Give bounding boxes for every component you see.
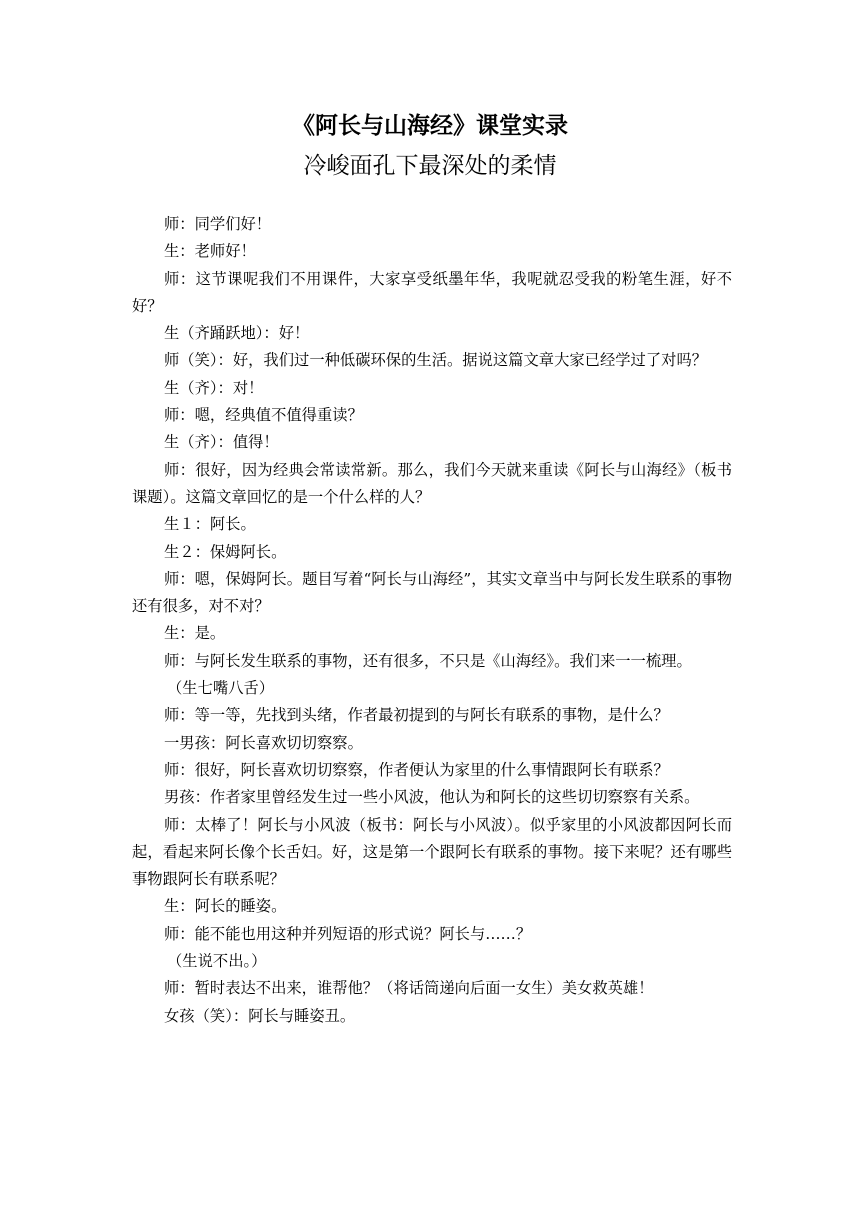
stage-direction: （生说不出。） [167, 952, 267, 971]
paragraph: 生：是。 [164, 624, 226, 643]
paragraph: 师：太棒了！阿长与小风波（板书：阿长与小风波）。似乎家里的小风波都因阿长而起，看起来阿长像个长舌妇。好，这是第一个跟阿长有联系的事物。接下来呢？还有哪些事物跟阿长有联系呢？ [132, 815, 732, 889]
paragraph: 男孩：作者家里曾经发生过一些小风波，他认为和阿长的这些切切察察有关系。 [164, 788, 700, 807]
paragraph: 生（齐）：对！ [164, 378, 264, 397]
document-body [132, 211, 732, 1030]
paragraph: 师：嗯，经典值不值得重读？ [164, 406, 363, 425]
paragraph: 生（齐踊跃地）：好！ [164, 324, 310, 343]
paragraph: 女孩（笑）：阿长与睡姿丑。 [164, 1006, 356, 1025]
paragraph: 师（笑）：好，我们过一种低碳环保的生活。据说这篇文章大家已经学过了对吗？ [164, 351, 708, 370]
paragraph: 生：阿长的睡姿。 [164, 897, 287, 916]
document-title: 《阿长与山海经》课堂实录 [292, 113, 568, 139]
paragraph: 生２：保姆阿长。 [164, 542, 287, 561]
paragraph: 师：等一等，先找到头绪，作者最初提到的与阿长有联系的事物，是什么？ [164, 706, 669, 725]
paragraph: 师：暂时表达不出来，谁帮他？（将话筒递向后面一女生）美女救英雄！ [164, 979, 654, 998]
paragraph: 师：很好，因为经典会常读常新。那么，我们今天就来重读《阿长与山海经》（板书课题）。这篇文章回忆的是一个什么样的人？ [132, 460, 732, 506]
paragraph: 生１：阿长。 [164, 515, 256, 534]
paragraph: 师：这节课呢我们不用课件，大家享受纸墨年华，我呢就忍受我的粉笔生涯，好不好？ [132, 269, 732, 315]
paragraph: 生：老师好！ [164, 242, 256, 261]
paragraph: 师：嗯，保姆阿长。题目写着“阿长与山海经”，其实文章当中与阿长发生联系的事物还有很多，对不对？ [132, 569, 732, 616]
paragraph: 一男孩：阿长喜欢切切察察。 [164, 733, 363, 752]
paragraph: 生（齐）：值得！ [164, 433, 279, 452]
paragraph: 师：与阿长发生联系的事物，还有很多，不只是《山海经》。我们来一一梳理。 [164, 651, 692, 670]
paragraph: 师：同学们好！ [164, 215, 272, 233]
document-subtitle: 冷峻面孔下最深处的柔情 [303, 153, 557, 179]
paragraph: 师：很好，阿长喜欢切切察察，作者便认为家里的什么事情跟阿长有联系？ [164, 760, 669, 779]
paragraph: 师：能不能也用这种并列短语的形式说？阿长与……？ [164, 924, 532, 943]
stage-direction: （生七嘴八舌） [167, 679, 275, 698]
